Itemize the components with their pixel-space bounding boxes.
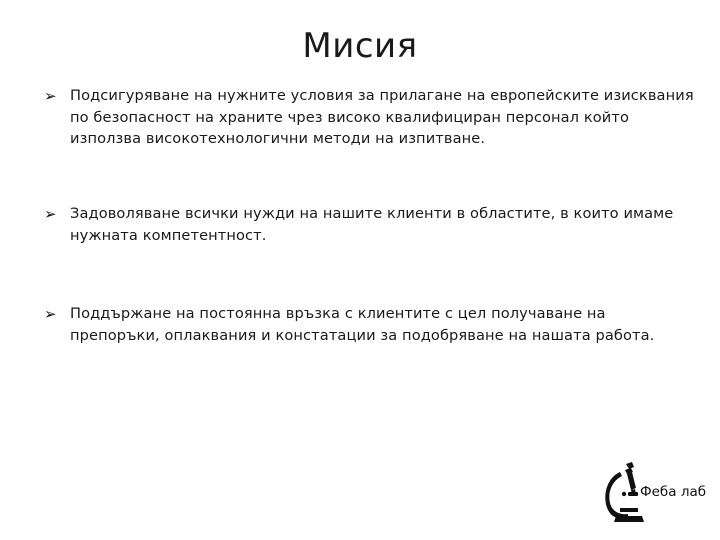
list-item-text: Подсигуряване на нужните условия за прилагане на европейските изисквания по безопасност на храните чрез високо квалифициран персонал който използва високотехнологични методи на изпитване. (70, 87, 694, 147)
list-item-text: Поддържане на постоянна връзка с клиентите с цел получаване на препоръки, оплаквания и констатации за подобряване на нашата работа. (70, 305, 655, 344)
arrow-bullet-icon: ➢ (44, 205, 57, 223)
list-item (44, 85, 694, 150)
list-item-text: Задоволяване всички нужди на нашите клиенти в областите, в които имаме нужната компетентност. (70, 205, 674, 244)
company-logo (598, 458, 720, 528)
list-item (44, 203, 694, 246)
arrow-bullet-icon: ➢ (44, 305, 57, 323)
list-item (44, 303, 694, 346)
page-title: Мисия (302, 26, 418, 66)
arrow-bullet-icon: ➢ (44, 87, 57, 105)
logo-text: Феба лаб (640, 484, 707, 500)
